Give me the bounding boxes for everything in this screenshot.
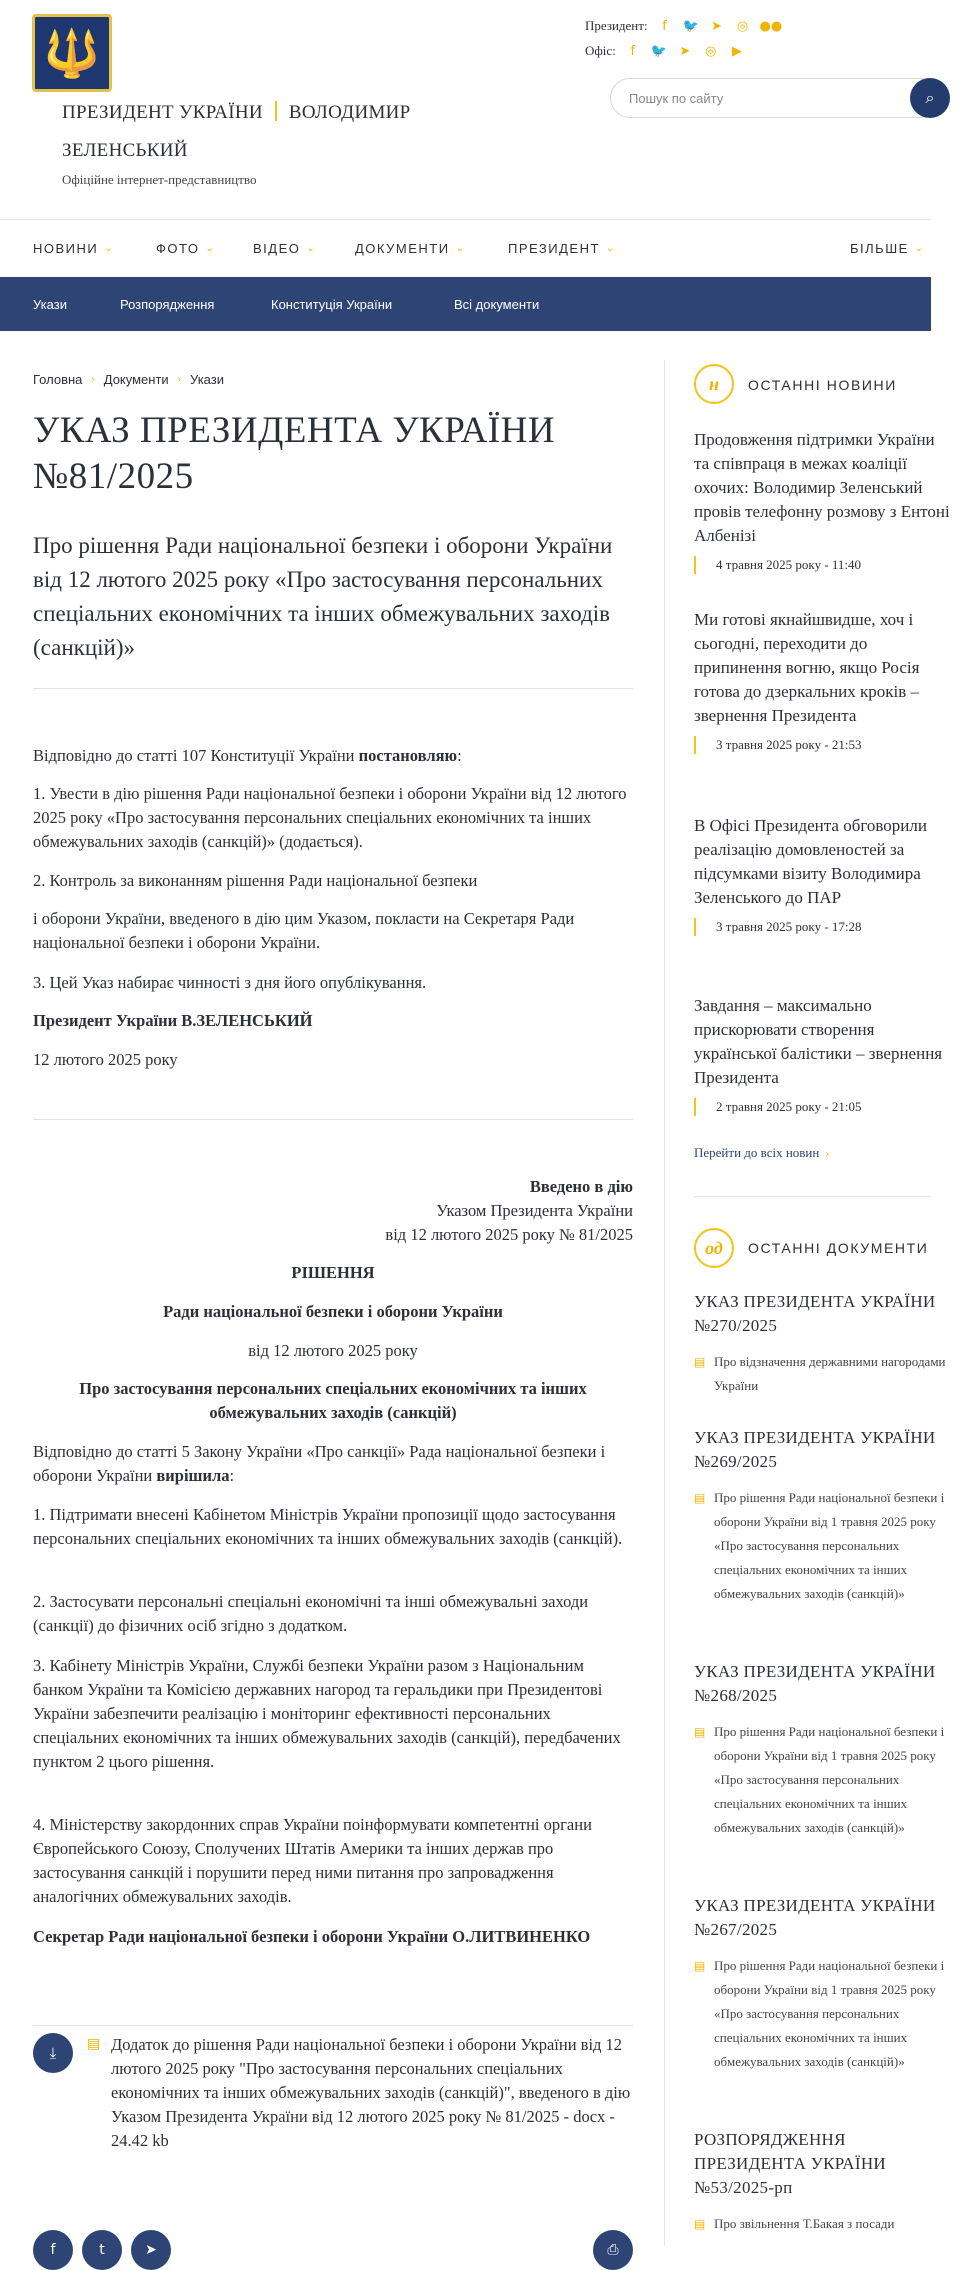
sidebar-divider bbox=[664, 360, 665, 2246]
site-logo[interactable] bbox=[32, 14, 112, 92]
decision-date: від 12 лютого 2025 року bbox=[248, 1341, 418, 1360]
decree-signature: Президент України В.ЗЕЛЕНСЬКИЙ bbox=[33, 1011, 313, 1030]
main-nav bbox=[0, 219, 931, 277]
decision-topic: Про застосування персональних спеціальних економічних та інших обмежувальних заходів (санкцій) bbox=[79, 1379, 587, 1422]
document-icon: ▤ bbox=[694, 1725, 706, 1739]
social-president bbox=[585, 18, 783, 34]
instagram-icon[interactable]: ◎ bbox=[736, 18, 749, 34]
sub-nav bbox=[0, 277, 931, 331]
share-twitter-icon[interactable]: t bbox=[82, 2230, 122, 2270]
telegram-icon[interactable]: ➤ bbox=[711, 18, 722, 34]
enacted-decree-date: від 12 лютого 2025 року № 81/2025 bbox=[385, 1225, 633, 1244]
nav-documents[interactable]: ДОКУМЕНТИ ⌄ bbox=[355, 241, 466, 256]
subnav-constitution[interactable]: Конституція України bbox=[271, 296, 393, 312]
search-icon: ⌕ bbox=[925, 88, 935, 107]
facebook-icon[interactable]: f bbox=[630, 43, 636, 59]
document-icon: ▤ bbox=[694, 1959, 706, 1973]
decision-signature: Секретар Ради національної безпеки і оборони України О.ЛИТВИНЕНКО bbox=[33, 1927, 591, 1946]
chevron-down-icon: ⌄ bbox=[306, 243, 317, 254]
divider bbox=[33, 1119, 633, 1120]
decree-paragraph-3: 3. Цей Указ набирає чинності з дня його опублікування. bbox=[33, 973, 427, 992]
divider bbox=[33, 688, 633, 689]
news-item[interactable]: Продовження підтримки України та співпраця в межах коаліції охочих: Володимир Зеленський провів телефонну розмову з Ентоні Албенізі 4 травня 2025 року - 11:40 bbox=[694, 428, 954, 574]
decision-paragraph-3: 3. Кабінету Міністрів України, Службі безпеки України разом з Національним банком України та Комісією державних нагород та геральдики при Президентові України забезпечити реалізацію і моніторинг ефективності персональних спеціальних економічних та інших обмежувальних заходів (санкцій), передбачених пунктом 2 цього рішення. bbox=[33, 1656, 621, 1771]
chevron-right-icon: › bbox=[91, 374, 95, 385]
decision-paragraph-1: 1. Підтримати внесені Кабінетом Міністрів України пропозиції щодо застосування персональних спеціальних економічних та інших обмежувальних заходів (санкцій). bbox=[33, 1505, 623, 1548]
flickr-icon[interactable]: ●● bbox=[759, 18, 783, 34]
download-icon[interactable]: ⤓ bbox=[33, 2033, 73, 2073]
document-icon: ▤ bbox=[694, 1355, 706, 1369]
document-icon: ▤ bbox=[694, 2217, 706, 2231]
decision-council: Ради національної безпеки і оборони України bbox=[163, 1302, 503, 1321]
chevron-down-icon: ⌄ bbox=[104, 243, 115, 254]
facebook-icon[interactable]: f bbox=[662, 18, 667, 34]
print-icon[interactable]: ⎙ bbox=[593, 2230, 633, 2270]
social-president-label: Президент: bbox=[585, 18, 648, 33]
decree-paragraph-1: 1. Увести в дію рішення Ради національної безпеки і оборони України від 12 лютого 2025 року «Про застосування персональних спеціальних економічних та інших обмежувальних заходів (санкцій)» (додається). bbox=[33, 784, 627, 851]
breadcrumb-decrees[interactable]: Укази bbox=[190, 372, 224, 387]
divider bbox=[33, 2025, 633, 2026]
share-facebook-icon[interactable]: f bbox=[33, 2230, 73, 2270]
subnav-decrees[interactable]: Укази bbox=[33, 296, 67, 312]
document-item[interactable]: РОЗПОРЯДЖЕННЯ ПРЕЗИДЕНТА УКРАЇНИ №53/2025-рп ▤ Про звільнення Т.Бакая з посади bbox=[694, 2128, 954, 2236]
nav-news[interactable]: НОВИНИ ⌄ bbox=[33, 241, 115, 256]
decree-intro: Відповідно до статті 107 Конституції України постановляю: bbox=[33, 746, 462, 765]
subnav-orders[interactable]: Розпорядження bbox=[120, 296, 215, 312]
document-subtitle: Про рішення Ради національної безпеки і оборони України від 12 лютого 2025 року «Про застосування персональних спеціальних економічних та інших обмежувальних заходів (санкцій)» bbox=[33, 533, 613, 660]
subnav-all-documents[interactable]: Всі документи bbox=[454, 296, 540, 312]
decision-paragraph-2: 2. Застосувати персональні спеціальні економічні та інші обмежувальні заходи (санкції) до фізичних осіб згідно з додатком. bbox=[33, 1592, 589, 1635]
documents-badge: од bbox=[694, 1228, 734, 1268]
breadcrumb-documents[interactable]: Документи bbox=[103, 372, 169, 387]
document-icon: ▤ bbox=[87, 2036, 101, 2052]
social-office bbox=[585, 43, 746, 59]
decision-paragraph-4: 4. Міністерству закордонних справ України поінформувати компетентні органи Європейського Союзу, Сполучених Штатів Америки та інших держав про застосування санкцій і порушити перед ними питання про запровадження аналогічних обмежувальних заходів. bbox=[33, 1815, 592, 1906]
telegram-icon[interactable]: ➤ bbox=[679, 43, 691, 59]
decree-paragraph-2a: 2. Контроль за виконанням рішення Ради національної безпеки bbox=[33, 871, 478, 890]
chevron-down-icon: ⌄ bbox=[914, 243, 925, 254]
news-badge: н bbox=[694, 364, 734, 404]
trident-emblem-icon: 🔱 bbox=[43, 25, 101, 80]
decree-paragraph-2b: і оборони України, введеного в дію цим Указом, покласти на Секретаря Ради національної безпеки і оборони України. bbox=[33, 909, 575, 952]
document-item[interactable]: УКАЗ ПРЕЗИДЕНТА УКРАЇНИ №267/2025 ▤ Про рішення Ради національної безпеки і оборони України від 1 травня 2025 року «Про застосування персональних спеціальних економічних та інших обмежувальних заходів (санкцій)» bbox=[694, 1896, 945, 2069]
twitter-icon[interactable]: 🐦 bbox=[650, 43, 667, 59]
latest-news-heading: ОСТАННІ НОВИНИ bbox=[748, 377, 897, 393]
all-news-link[interactable]: Перейти до всіх новин › bbox=[694, 1145, 830, 1160]
enacted-by-decree: Указом Президента України bbox=[436, 1201, 633, 1220]
document-item[interactable]: УКАЗ ПРЕЗИДЕНТА УКРАЇНИ №268/2025 ▤ Про рішення Ради національної безпеки і оборони України від 1 травня 2025 року «Про застосування персональних спеціальних економічних та інших обмежувальних заходів (санкцій)» bbox=[694, 1662, 945, 1835]
news-item[interactable]: Завдання – максимально прискорювати створення української балістики – звернення Президента 2 травня 2025 року - 21:05 bbox=[694, 994, 954, 1116]
news-item[interactable]: В Офісі Президента обговорили реалізацію домовленостей за підсумками візиту Володимира Зеленського до ПАР 3 травня 2025 року - 17:28 bbox=[694, 814, 954, 936]
site-title[interactable]: ПРЕЗИДЕНТ УКРАЇНИ ВОЛОДИМИР ЗЕЛЕНСЬКИЙ bbox=[62, 102, 411, 161]
latest-documents-heading: ОСТАННІ ДОКУМЕНТИ bbox=[748, 1240, 929, 1256]
decision-heading: РІШЕННЯ bbox=[291, 1263, 375, 1282]
page-title: УКАЗ ПРЕЗИДЕНТА УКРАЇНИ №81/2025 bbox=[33, 410, 556, 497]
chevron-down-icon: ⌄ bbox=[205, 243, 216, 254]
decree-date: 12 лютого 2025 року bbox=[33, 1050, 178, 1069]
breadcrumb-home[interactable]: Головна bbox=[33, 372, 83, 387]
attachment-link[interactable]: Додаток до рішення Ради національної безпеки і оборони України від 12 лютого 2025 року "Про застосування персональних спеціальних економічних та інших обмежувальних заходів (санкцій)", введеного в дію Указом Президента України від 12 лютого 2025 року № 81/2025 - docx - 24.42 kb bbox=[111, 2035, 631, 2150]
nav-president[interactable]: ПРЕЗИДЕНТ ⌄ bbox=[508, 241, 616, 256]
search-input[interactable]: Пошук по сайту bbox=[610, 78, 940, 118]
news-item[interactable]: Ми готові якнайшвидше, хоч і сьогодні, переходити до припинення вогню, якщо Росія готова до дзеркальних кроків – звернення Президента 3 травня 2025 року - 21:53 bbox=[694, 608, 954, 754]
breadcrumb bbox=[33, 372, 224, 387]
chevron-right-icon: › bbox=[177, 374, 182, 385]
nav-video[interactable]: ВІДЕО ⌄ bbox=[253, 241, 317, 256]
divider bbox=[694, 1196, 931, 1197]
document-icon: ▤ bbox=[694, 1491, 706, 1505]
search-button[interactable] bbox=[910, 78, 950, 118]
chevron-right-icon: › bbox=[825, 1149, 830, 1160]
social-office-label: Офіс: bbox=[585, 43, 616, 58]
document-item[interactable]: УКАЗ ПРЕЗИДЕНТА УКРАЇНИ №269/2025 ▤ Про рішення Ради національної безпеки і оборони України від 1 травня 2025 року «Про застосування персональних спеціальних економічних та інших обмежувальних заходів (санкцій)» bbox=[694, 1428, 945, 1601]
document-item[interactable]: УКАЗ ПРЕЗИДЕНТА УКРАЇНИ №270/2025 ▤ Про відзначення державними нагородами України bbox=[694, 1292, 946, 1393]
nav-more[interactable]: БІЛЬШЕ ⌄ bbox=[850, 241, 925, 256]
nav-photo[interactable]: ФОТО ⌄ bbox=[156, 241, 216, 256]
enacted-label: Введено в дію bbox=[529, 1177, 633, 1196]
site-subtitle: Офіційне інтернет-представництво bbox=[62, 172, 257, 187]
chevron-down-icon: ⌄ bbox=[455, 243, 466, 254]
instagram-icon[interactable]: ◎ bbox=[705, 43, 717, 59]
decision-intro: Відповідно до статті 5 Закону України «Про санкції» Рада національної безпеки і оборони України вирішила: bbox=[33, 1442, 606, 1485]
share-telegram-icon[interactable]: ➤ bbox=[131, 2230, 171, 2270]
youtube-icon[interactable]: ▶ bbox=[731, 43, 742, 59]
chevron-down-icon: ⌄ bbox=[605, 243, 616, 254]
twitter-icon[interactable]: 🐦 bbox=[682, 18, 699, 34]
